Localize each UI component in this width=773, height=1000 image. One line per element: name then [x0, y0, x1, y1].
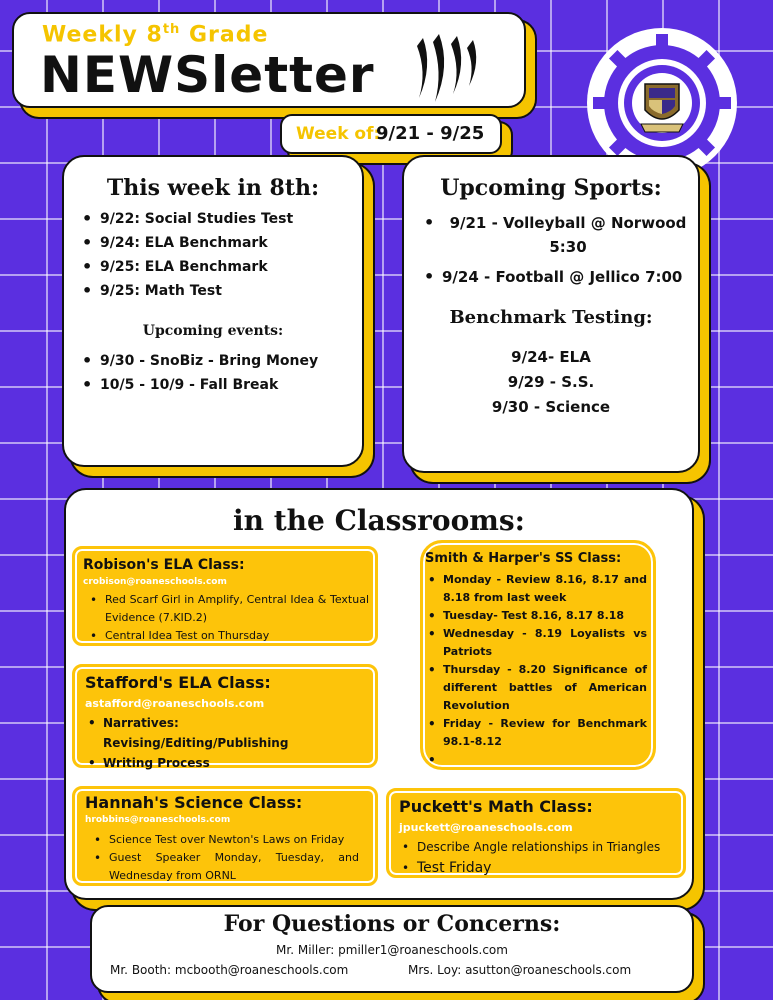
list-item: • Central Idea Test on Thursday — [85, 627, 369, 645]
list-item: • 9/21 - Volleyball @ Norwood 5:30 — [422, 211, 692, 259]
sports-list — [422, 211, 692, 289]
robison-class-box — [72, 546, 378, 646]
stafford-class-box — [72, 664, 378, 768]
list-item: • Red Scarf Girl in Amplify, Central Idea & Textual Evidence (7.KID.2) — [85, 591, 369, 627]
smith-harper-class-box — [420, 540, 656, 770]
contact-miller: Mr. Miller: pmiller1@roaneschools.com — [276, 943, 508, 957]
list-item: • 9/25: Math Test — [80, 279, 293, 303]
week-of-label: Week of: — [296, 124, 381, 144]
list-item: • Friday - Review for Benchmark 98.1-8.12 — [423, 715, 647, 751]
questions-card — [90, 905, 694, 993]
smith-harper-class-list — [423, 571, 647, 751]
hannah-class-list — [89, 831, 359, 885]
hannah-class-title: Hannah's Science Class: — [85, 793, 303, 812]
this-week-list — [80, 207, 293, 303]
list-item: • 9/25: ELA Benchmark — [80, 255, 293, 279]
list-item: • Thursday - 8.20 Significance of different battles of American Revolution — [423, 661, 647, 715]
list-item: • Test Friday — [397, 857, 677, 879]
list-item: • Tuesday- Test 8.16, 8.17 8.18 — [423, 607, 647, 625]
puckett-class-title: Puckett's Math Class: — [399, 797, 593, 816]
list-item: • 10/5 - 10/9 - Fall Break — [80, 373, 318, 397]
smith-harper-class-title: Smith & Harper's SS Class: — [425, 551, 622, 566]
sports-heading: Upcoming Sports: — [440, 175, 662, 201]
robison-class-list — [85, 591, 369, 645]
classrooms-card — [64, 488, 694, 900]
week-of-card — [280, 114, 502, 154]
robison-class-title: Robison's ELA Class: — [83, 557, 245, 573]
list-item: • Writing Process — [83, 753, 311, 773]
benchmark-heading: Benchmark Testing: — [449, 307, 653, 328]
stafford-class-list — [83, 713, 311, 773]
sports-card — [402, 155, 700, 473]
newsletter-subtitle: Weekly 8th Grade — [42, 22, 269, 48]
upcoming-events-heading: Upcoming events: — [142, 323, 284, 339]
list-item: • Science Test over Newton's Laws on Friday — [89, 831, 359, 849]
puckett-class-email: jpuckett@roaneschools.com — [399, 821, 573, 834]
list-item: • 9/24 - Football @ Jellico 7:00 — [422, 265, 692, 289]
list-item: 9/30 - Science — [491, 398, 611, 416]
list-item: 9/24- ELA — [511, 348, 591, 366]
benchmark-list — [404, 345, 698, 420]
newsletter-title: NEWSletter — [40, 46, 375, 104]
puckett-class-list — [397, 837, 677, 879]
list-item: • Wednesday - 8.19 Loyalists vs Patriots — [423, 625, 647, 661]
stafford-class-email: astafford@roaneschools.com — [85, 697, 265, 710]
hannah-class-email: hrobbins@roaneschools.com — [85, 815, 231, 825]
puckett-class-box — [386, 788, 686, 878]
list-item: • Narratives: Revising/Editing/Publishing — [83, 713, 311, 753]
list-item: • 9/30 - SnoBiz - Bring Money — [80, 349, 318, 373]
list-item: • Describe Angle relationships in Triangles — [397, 837, 677, 857]
title-card — [12, 12, 526, 108]
contact-loy: Mrs. Loy: asutton@roaneschools.com — [408, 963, 632, 977]
list-item: 9/29 - S.S. — [507, 373, 595, 391]
classrooms-heading: in the Classrooms: — [232, 504, 526, 537]
list-item: • Monday - Review 8.16, 8.17 and 8.18 from last week — [423, 571, 647, 607]
contact-booth: Mr. Booth: mcbooth@roaneschools.com — [110, 963, 349, 977]
hannah-class-box — [72, 786, 378, 886]
list-item: • 9/24: ELA Benchmark — [80, 231, 293, 255]
stafford-class-title: Stafford's ELA Class: — [85, 673, 271, 692]
week-of-value: 9/21 - 9/25 — [376, 123, 485, 144]
questions-heading: For Questions or Concerns: — [223, 911, 561, 937]
upcoming-events-list — [80, 349, 318, 397]
claw-marks-icon — [409, 32, 489, 104]
this-week-heading: This week in 8th: — [106, 175, 320, 201]
this-week-card — [62, 155, 364, 467]
list-item: • Guest Speaker Monday, Tuesday, and Wednesday from ORNL — [89, 849, 359, 885]
robison-class-email: crobison@roaneschools.com — [83, 577, 227, 587]
list-item: • 9/22: Social Studies Test — [80, 207, 293, 231]
